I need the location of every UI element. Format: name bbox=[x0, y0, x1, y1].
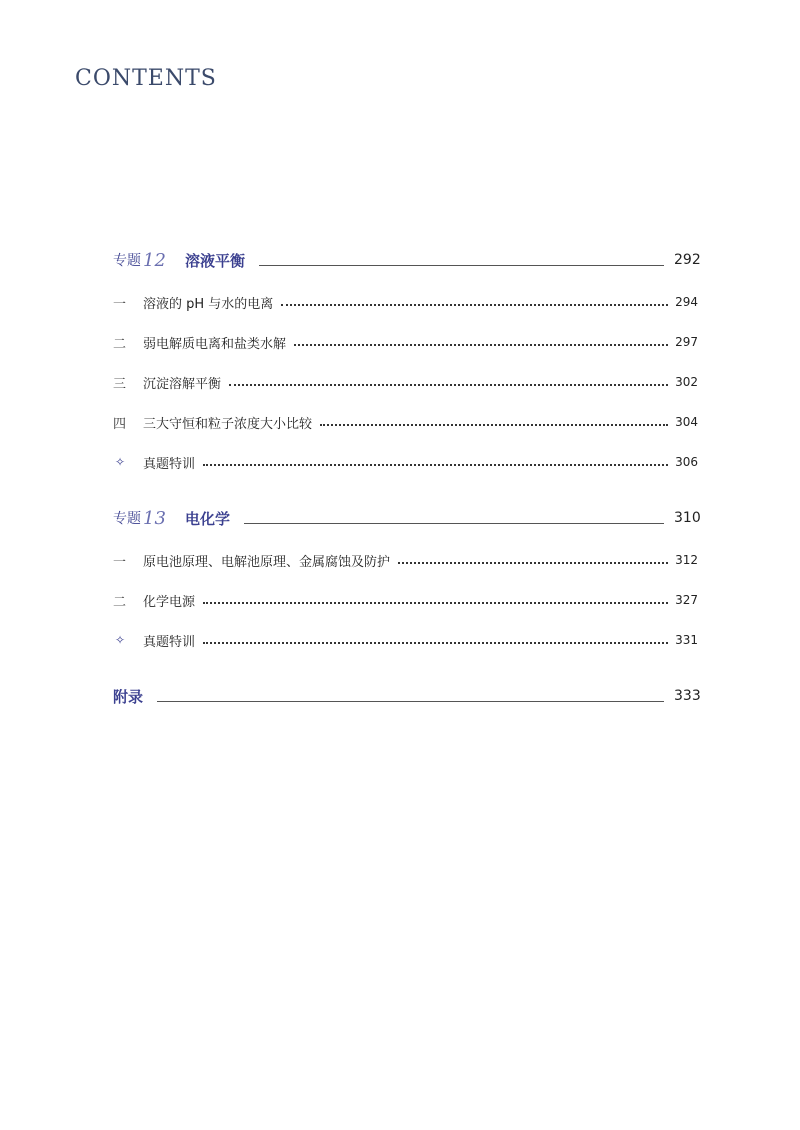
entry-marker: 二 bbox=[113, 336, 127, 352]
dot-leader bbox=[203, 464, 668, 466]
entry-marker: 二 bbox=[113, 594, 127, 610]
entry-marker: 一 bbox=[113, 554, 127, 570]
entry-title: 三大守恒和粒子浓度大小比较 bbox=[143, 416, 313, 432]
entry-title: 沉淀溶解平衡 bbox=[143, 376, 222, 392]
page-number: 304 bbox=[675, 415, 698, 429]
page-number: 310 bbox=[674, 510, 701, 526]
page-number: 292 bbox=[674, 252, 701, 268]
entry-title: 溶液的 pH 与水的电离 bbox=[143, 296, 274, 312]
appendix-heading[interactable] bbox=[113, 682, 701, 710]
toc-entry[interactable] bbox=[113, 628, 698, 652]
section-number: 13 bbox=[143, 507, 166, 529]
leader-line bbox=[244, 523, 664, 524]
toc-entry[interactable] bbox=[113, 370, 698, 394]
section-topic-label: 专题 bbox=[113, 253, 141, 269]
leader-line bbox=[259, 265, 664, 266]
toc-entry[interactable] bbox=[113, 290, 698, 314]
section-title: 溶液平衡 bbox=[185, 251, 246, 270]
entry-title: 化学电源 bbox=[143, 594, 196, 610]
page-number: 306 bbox=[675, 455, 698, 469]
entry-title: 原电池原理、电解池原理、金属腐蚀及防护 bbox=[143, 554, 391, 570]
dot-leader bbox=[320, 424, 668, 426]
dot-leader bbox=[398, 562, 668, 564]
toc-entry[interactable] bbox=[113, 410, 698, 434]
appendix-title: 附录 bbox=[113, 687, 144, 706]
entry-marker: 三 bbox=[113, 376, 127, 392]
toc-entry[interactable] bbox=[113, 330, 698, 354]
star-marker-icon: ✧ bbox=[115, 455, 126, 469]
entry-title: 真题特训 bbox=[143, 456, 196, 472]
dot-leader bbox=[203, 642, 668, 644]
section-number: 12 bbox=[143, 249, 166, 271]
entry-title: 弱电解质电离和盐类水解 bbox=[143, 336, 287, 352]
entry-marker: 四 bbox=[113, 416, 127, 432]
section-13-heading[interactable] bbox=[113, 504, 701, 532]
dot-leader bbox=[203, 602, 668, 604]
toc-entry[interactable] bbox=[113, 548, 698, 572]
table-of-contents bbox=[113, 246, 701, 710]
entry-marker: 一 bbox=[113, 296, 127, 312]
entry-title: 真题特训 bbox=[143, 634, 196, 650]
toc-entry[interactable] bbox=[113, 450, 698, 474]
leader-line bbox=[157, 701, 664, 702]
toc-entry[interactable] bbox=[113, 588, 698, 612]
page-number: 297 bbox=[675, 335, 698, 349]
section-topic-label: 专题 bbox=[113, 511, 141, 527]
dot-leader bbox=[281, 304, 668, 306]
page-number: 331 bbox=[675, 633, 698, 647]
page-number: 327 bbox=[675, 593, 698, 607]
dot-leader bbox=[229, 384, 668, 386]
section-12-heading[interactable] bbox=[113, 246, 701, 274]
page-number: 294 bbox=[675, 295, 698, 309]
dot-leader bbox=[294, 344, 668, 346]
star-marker-icon: ✧ bbox=[115, 633, 126, 647]
page-number: 312 bbox=[675, 553, 698, 567]
page-header-contents: CONTENTS bbox=[75, 66, 217, 91]
page-number: 302 bbox=[675, 375, 698, 389]
section-title: 电化学 bbox=[185, 509, 231, 528]
page-number: 333 bbox=[674, 688, 701, 704]
